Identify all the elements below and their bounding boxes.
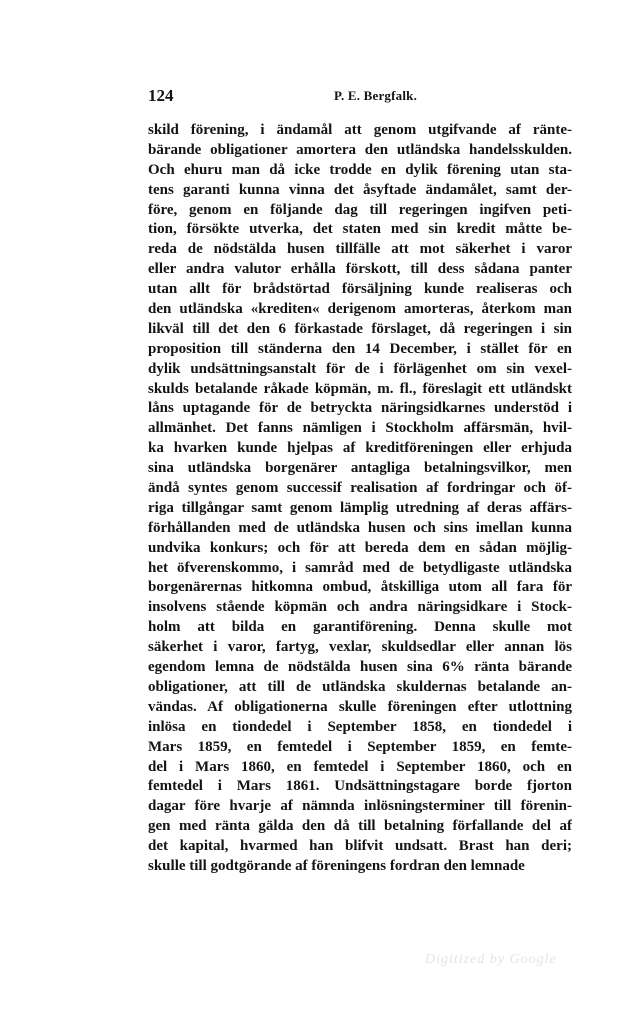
text-line: reda de nödstälda husen tillfälle att mot säkerhet i varor: [148, 241, 572, 258]
text-line: het öfverenskommo, i samråd med de betydligaste utländska: [148, 559, 572, 576]
text-line: egendom lemna de nödstälda husen sina 6% ränta bärande: [148, 659, 572, 676]
text-line: undvika konkurs; och för att bereda dem en sådan möjlig-: [148, 539, 572, 556]
page-number: 124: [148, 86, 174, 105]
text-line: vändas. Af obligationerna skulle föreningen efter utlottning: [148, 698, 572, 715]
text-line: proposition till ständerna den 14 December, i stället för en: [148, 340, 572, 357]
text-line: dagar före hvarje af nämnda inlösningsterminer till förenin-: [148, 798, 572, 815]
text-line: inlösa en tiondedel i September 1858, en tiondedel i: [148, 718, 572, 735]
text-line: insolvens stående köpmän och andra näringsidkare i Stock-: [148, 599, 572, 616]
text-line: ka hvarken kunde hjelpas af kreditföreningen eller erhjuda: [148, 440, 572, 457]
text-line: säkerhet i varor, fartyg, vexlar, skuldsedlar eller annan lös: [148, 639, 572, 656]
text-line: del i Mars 1860, en femtedel i September 1860, och en: [148, 758, 572, 775]
text-line: riga tillgångar samt genom lämplig utredning af deras affärs-: [148, 499, 572, 516]
text-line: dylik undsättningsanstalt för de i förlägenhet om sin vexel-: [148, 360, 572, 377]
text-line: låns uptagande för de betryckta näringsidkarnes understöd i: [148, 400, 572, 417]
text-line: skulle till godtgörande af föreningens fordran den lemnade: [148, 857, 525, 874]
text-line: skild förening, i ändamål att genom utgifvande af ränte-: [148, 122, 572, 138]
text-line: sina utländska borgenärer antagliga betalningsvilkor, men: [148, 460, 572, 477]
text-line: tion, försökte utverka, det staten med sin kredit måtte be-: [148, 221, 572, 238]
text-line: Mars 1859, en femtedel i September 1859, en femte-: [148, 738, 572, 755]
text-line: tens garanti kunna vinna det åsyftade ändamålet, samt der-: [148, 181, 572, 198]
text-line: femtedel i Mars 1861. Undsättningstagare borde fjorton: [148, 778, 572, 795]
text-line: Och ehuru man då icke trodde en dylik förening utan sta-: [148, 161, 572, 178]
digitization-watermark: Digitized by Google: [425, 952, 557, 967]
text-line: bärande obligationer amortera den utländska handelsskulden.: [148, 141, 572, 158]
text-line: den utländska «krediten« derigenom amorteras, återkom man: [148, 301, 572, 318]
text-line: likväl till det den 6 förkastade förslaget, då regeringen i sin: [148, 320, 572, 337]
text-line: gen med ränta gälda den då till betalning förfallande del af: [148, 818, 572, 835]
text-line: utan allt för brådstörtad försäljning kunde realiseras och: [148, 281, 572, 298]
text-line: ändå syntes genom successif realisation af fordringar och öf-: [148, 480, 572, 497]
text-line: före, genom en följande dag till regeringen ingifven peti-: [148, 201, 572, 218]
text-line: det kapital, hvarmed han blifvit undsatt. Brast han deri;: [148, 838, 572, 855]
text-line: holm att bilda en garantiförening. Denna skulle mot: [148, 619, 572, 636]
text-line: förhållanden med de utländska husen och sins imellan kunna: [148, 519, 572, 536]
body-text: [148, 121, 572, 877]
text-line: eller andra valutor erhålla förskott, till dess sådana panter: [148, 261, 572, 278]
text-line: allmänhet. Det fanns nämligen i Stockholm affärsmän, hvil-: [148, 420, 572, 437]
text-line: obligationer, att till de utländska skuldernas betalande an-: [148, 678, 572, 695]
text-line: skulds betalande råkade köpmän, m. fl., föreslagit ett utländskt: [148, 380, 572, 397]
running-title: P. E. Bergfalk.: [334, 88, 418, 103]
text-line: borgenärernas hitkomna ombud, åtskilliga utom all fara för: [148, 579, 572, 596]
running-head: [148, 86, 572, 110]
